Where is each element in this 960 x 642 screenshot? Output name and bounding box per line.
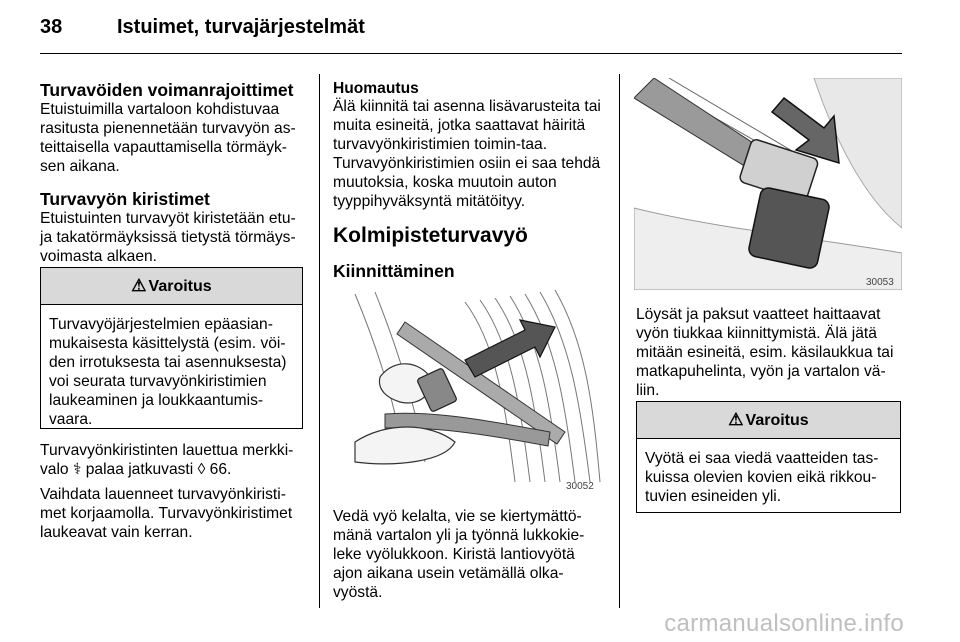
replace-tensioners-text: Vaihdata lauenneet turvavyönkiristi-met korjaamolla. Turvavyönkiristimet laukeavat vain kerran. — [40, 486, 293, 541]
warning-title-1: Varoitus — [148, 278, 212, 295]
fastening-caption: Vedä vyö kelalta, vie se kiertymättö-mänä vartalon yli ja työnnä lukkokie-leke vyölukkoon. Kiristä lantiovyötä ajon aikana usein vetämällä olka-vyöstä. — [333, 508, 585, 601]
warning-light-text-start: Turvavyönkiristinten lauettua merkki-valo — [40, 442, 294, 478]
warning-header-2 — [637, 402, 900, 439]
section-title-tensioners: Turvavyön kiristimet — [40, 189, 210, 209]
warning-title-2: Varoitus — [745, 412, 809, 429]
belt-buckle-illustration — [634, 78, 902, 290]
three-point-belt-title: Kolmipisteturvavyö — [333, 224, 528, 247]
force-limiters-text: Etuistuimilla vartaloon kohdistuvaa rasitusta pienennetään turvavyön as-teittaisella vapauttamisella törmäyk-sen aikana. — [40, 101, 296, 175]
header-rule — [40, 53, 902, 54]
seatbelt-warning-light-icon: ⚕ — [72, 461, 82, 478]
tensioners-text: Etuistuinten turvavyöt kiristetään etu-ja takatörmäyksissä tietystä törmäys-voimasta alkaen. — [40, 210, 296, 265]
tensioner-warning-light-text — [40, 441, 305, 479]
clothing-caption: Löysät ja paksut vaatteet haittaavat vyön tiukkaa kiinnittymistä. Älä jätä mitään esineitä, esim. käsilaukkua tai matkapuhelinta, vyön ja vartalon vä-liin. — [636, 306, 894, 399]
chapter-title: Istuimet, turvajärjestelmät — [117, 16, 365, 38]
belt-fastening-illustration — [335, 282, 603, 494]
note-text: Älä kiinnitä tai asenna lisävarusteita tai muita esineitä, jotka saattavat häiritä turvavyönkiristimien toimin-taa. Turvavyönkiristimien osiin ei saa tehdä muutoksia, koska muutoin auton tyyppihyväksyntä mitätöityy. — [333, 98, 601, 210]
column-divider-2 — [619, 74, 620, 608]
column-divider-1 — [319, 74, 320, 608]
section-title-force-limiters: Turvavöiden voimanrajoittimet — [40, 80, 294, 100]
warning-triangle-icon: ⚠ — [728, 410, 744, 429]
warning-header-1 — [41, 268, 302, 305]
watermark: carmanualsonline.info — [664, 610, 904, 637]
warning-box-1 — [40, 267, 303, 429]
figure-number-2: 30053 — [866, 277, 894, 288]
warning-text-2: Vyötä ei saa viedä vaatteiden tas-kuissa olevien kovien eikä rikkou-tuvien esineiden yli. — [645, 450, 879, 505]
page-reference-link[interactable]: 66. — [209, 461, 232, 478]
warning-triangle-icon: ⚠ — [131, 276, 147, 295]
fastening-title: Kiinnittäminen — [333, 261, 455, 281]
column-1 — [40, 80, 305, 266]
warning-text-1: Turvavyöjärjestelmien epäasian-mukaisesta käsittelystä (esim. vöi-den irrotuksesta tai asennuksesta) voi seurata turvavyönkiristimien laukeaminen ja loukkaantumis-vaara. — [49, 316, 287, 428]
warning-light-text-rest: palaa jatkuvasti — [85, 461, 194, 478]
warning-box-2 — [636, 401, 901, 513]
column-2 — [333, 80, 605, 282]
page-reference-icon: ◊ — [197, 461, 206, 478]
figure-number-1: 30052 — [566, 481, 594, 492]
note-title: Huomautus — [333, 80, 419, 97]
page-number: 38 — [40, 16, 63, 38]
column-1-lower — [40, 441, 305, 542]
